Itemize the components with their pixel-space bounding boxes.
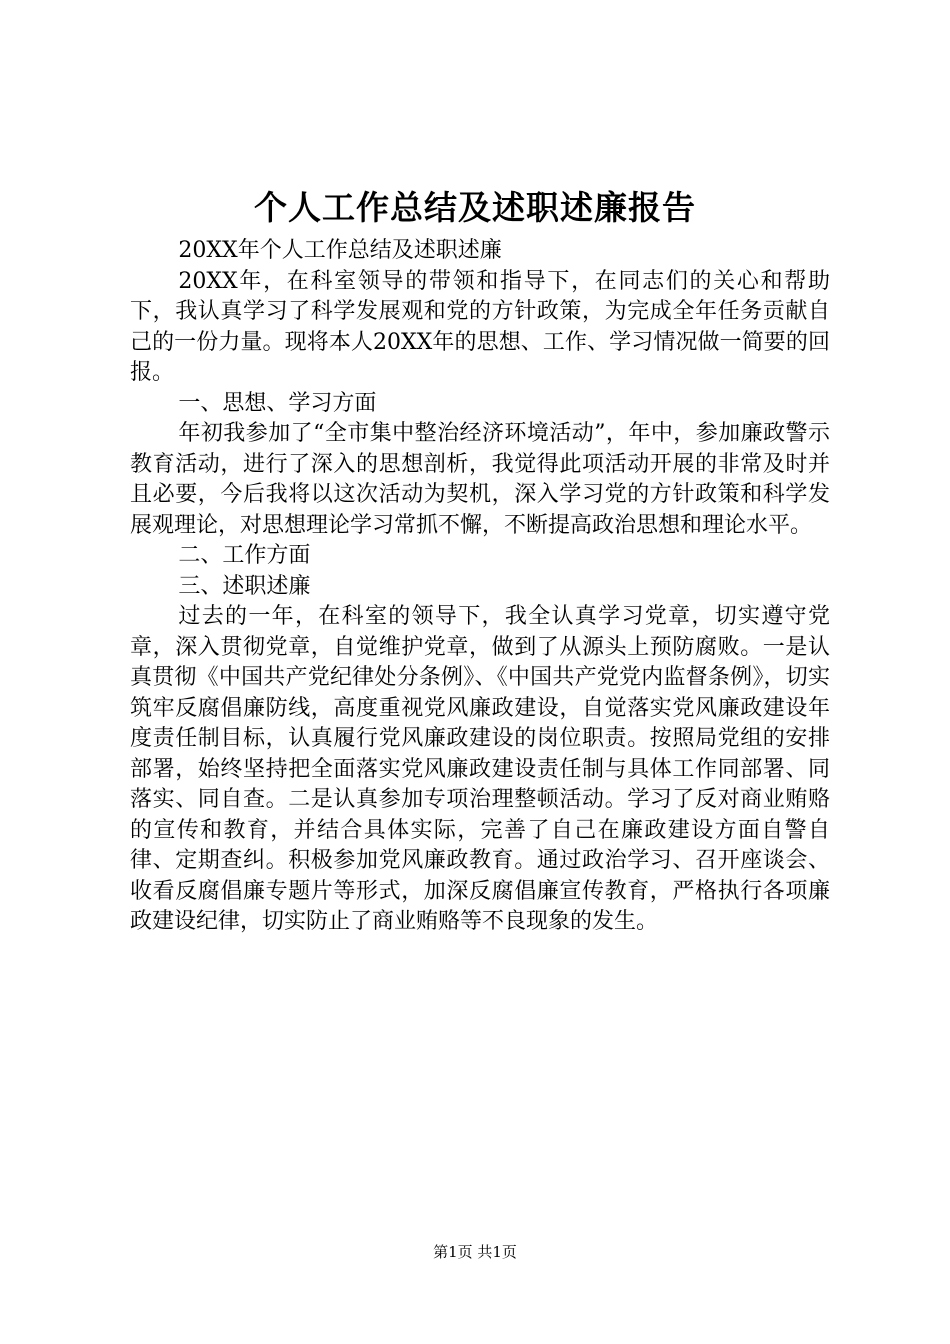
paragraph-subtitle: 20XX年个人工作总结及述职述廉: [178, 238, 502, 263]
page-footer: 第1页 共1页: [433, 1243, 517, 1261]
section-heading-duty-integrity: 三、述职述廉: [178, 573, 311, 599]
section-heading-work: 二、工作方面: [178, 543, 311, 568]
paragraph-thought-study: 年初我参加了“全市集中整治经济环境活动”，年中，参加廉政警示教育活动，进行了深入的思想剖析，我觉得此项活动开展的非常及时并且必要，今后我将以这次活动为契机，深入学习党的方针政策和科学发展观理论，对思想理论学习常抓不懈，不断提高政治思想和理论水平。: [130, 421, 830, 538]
document-body: [130, 236, 830, 938]
paragraph-duty-integrity: 过去的一年，在科室的领导下，我全认真学习党章，切实遵守党章，深入贯彻党章，自觉维护党章，做到了从源头上预防腐败。一是认真贯彻《中国共产党纪律处分条例》、《中国共产党党内监督条例》，切实筑牢反腐倡廉防线，高度重视党风廉政建设，自觉落实党风廉政建设年度责任制目标，认真履行党风廉政建设的岗位职责。按照局党组的安排部署，始终坚持把全面落实党风廉政建设责任制与具体工作同部署、同落实、同自查。二是认真参加专项治理整顿活动。学习了反对商业贿赂的宣传和教育，并结合具体实际，完善了自己在廉政建设方面自警自律、定期查纠。积极参加党风廉政教育。通过政治学习、召开座谈会、收看反腐倡廉专题片等形式，加深反腐倡廉宣传教育，严格执行各项廉政建设纪律，切实防止了商业贿赂等不良现象的发生。: [130, 604, 830, 934]
section-heading-thought-study: 一、思想、学习方面: [178, 390, 377, 416]
document-title: 个人工作总结及述职述廉报告: [254, 188, 696, 227]
paragraph-intro: 20XX年，在科室领导的带领和指导下，在同志们的关心和帮助下，我认真学习了科学发展观和党的方针政策，为完成全年任务贡献自己的一份力量。现将本人20XX年的思想、工作、学习情况做一简要的回报。: [130, 268, 830, 385]
